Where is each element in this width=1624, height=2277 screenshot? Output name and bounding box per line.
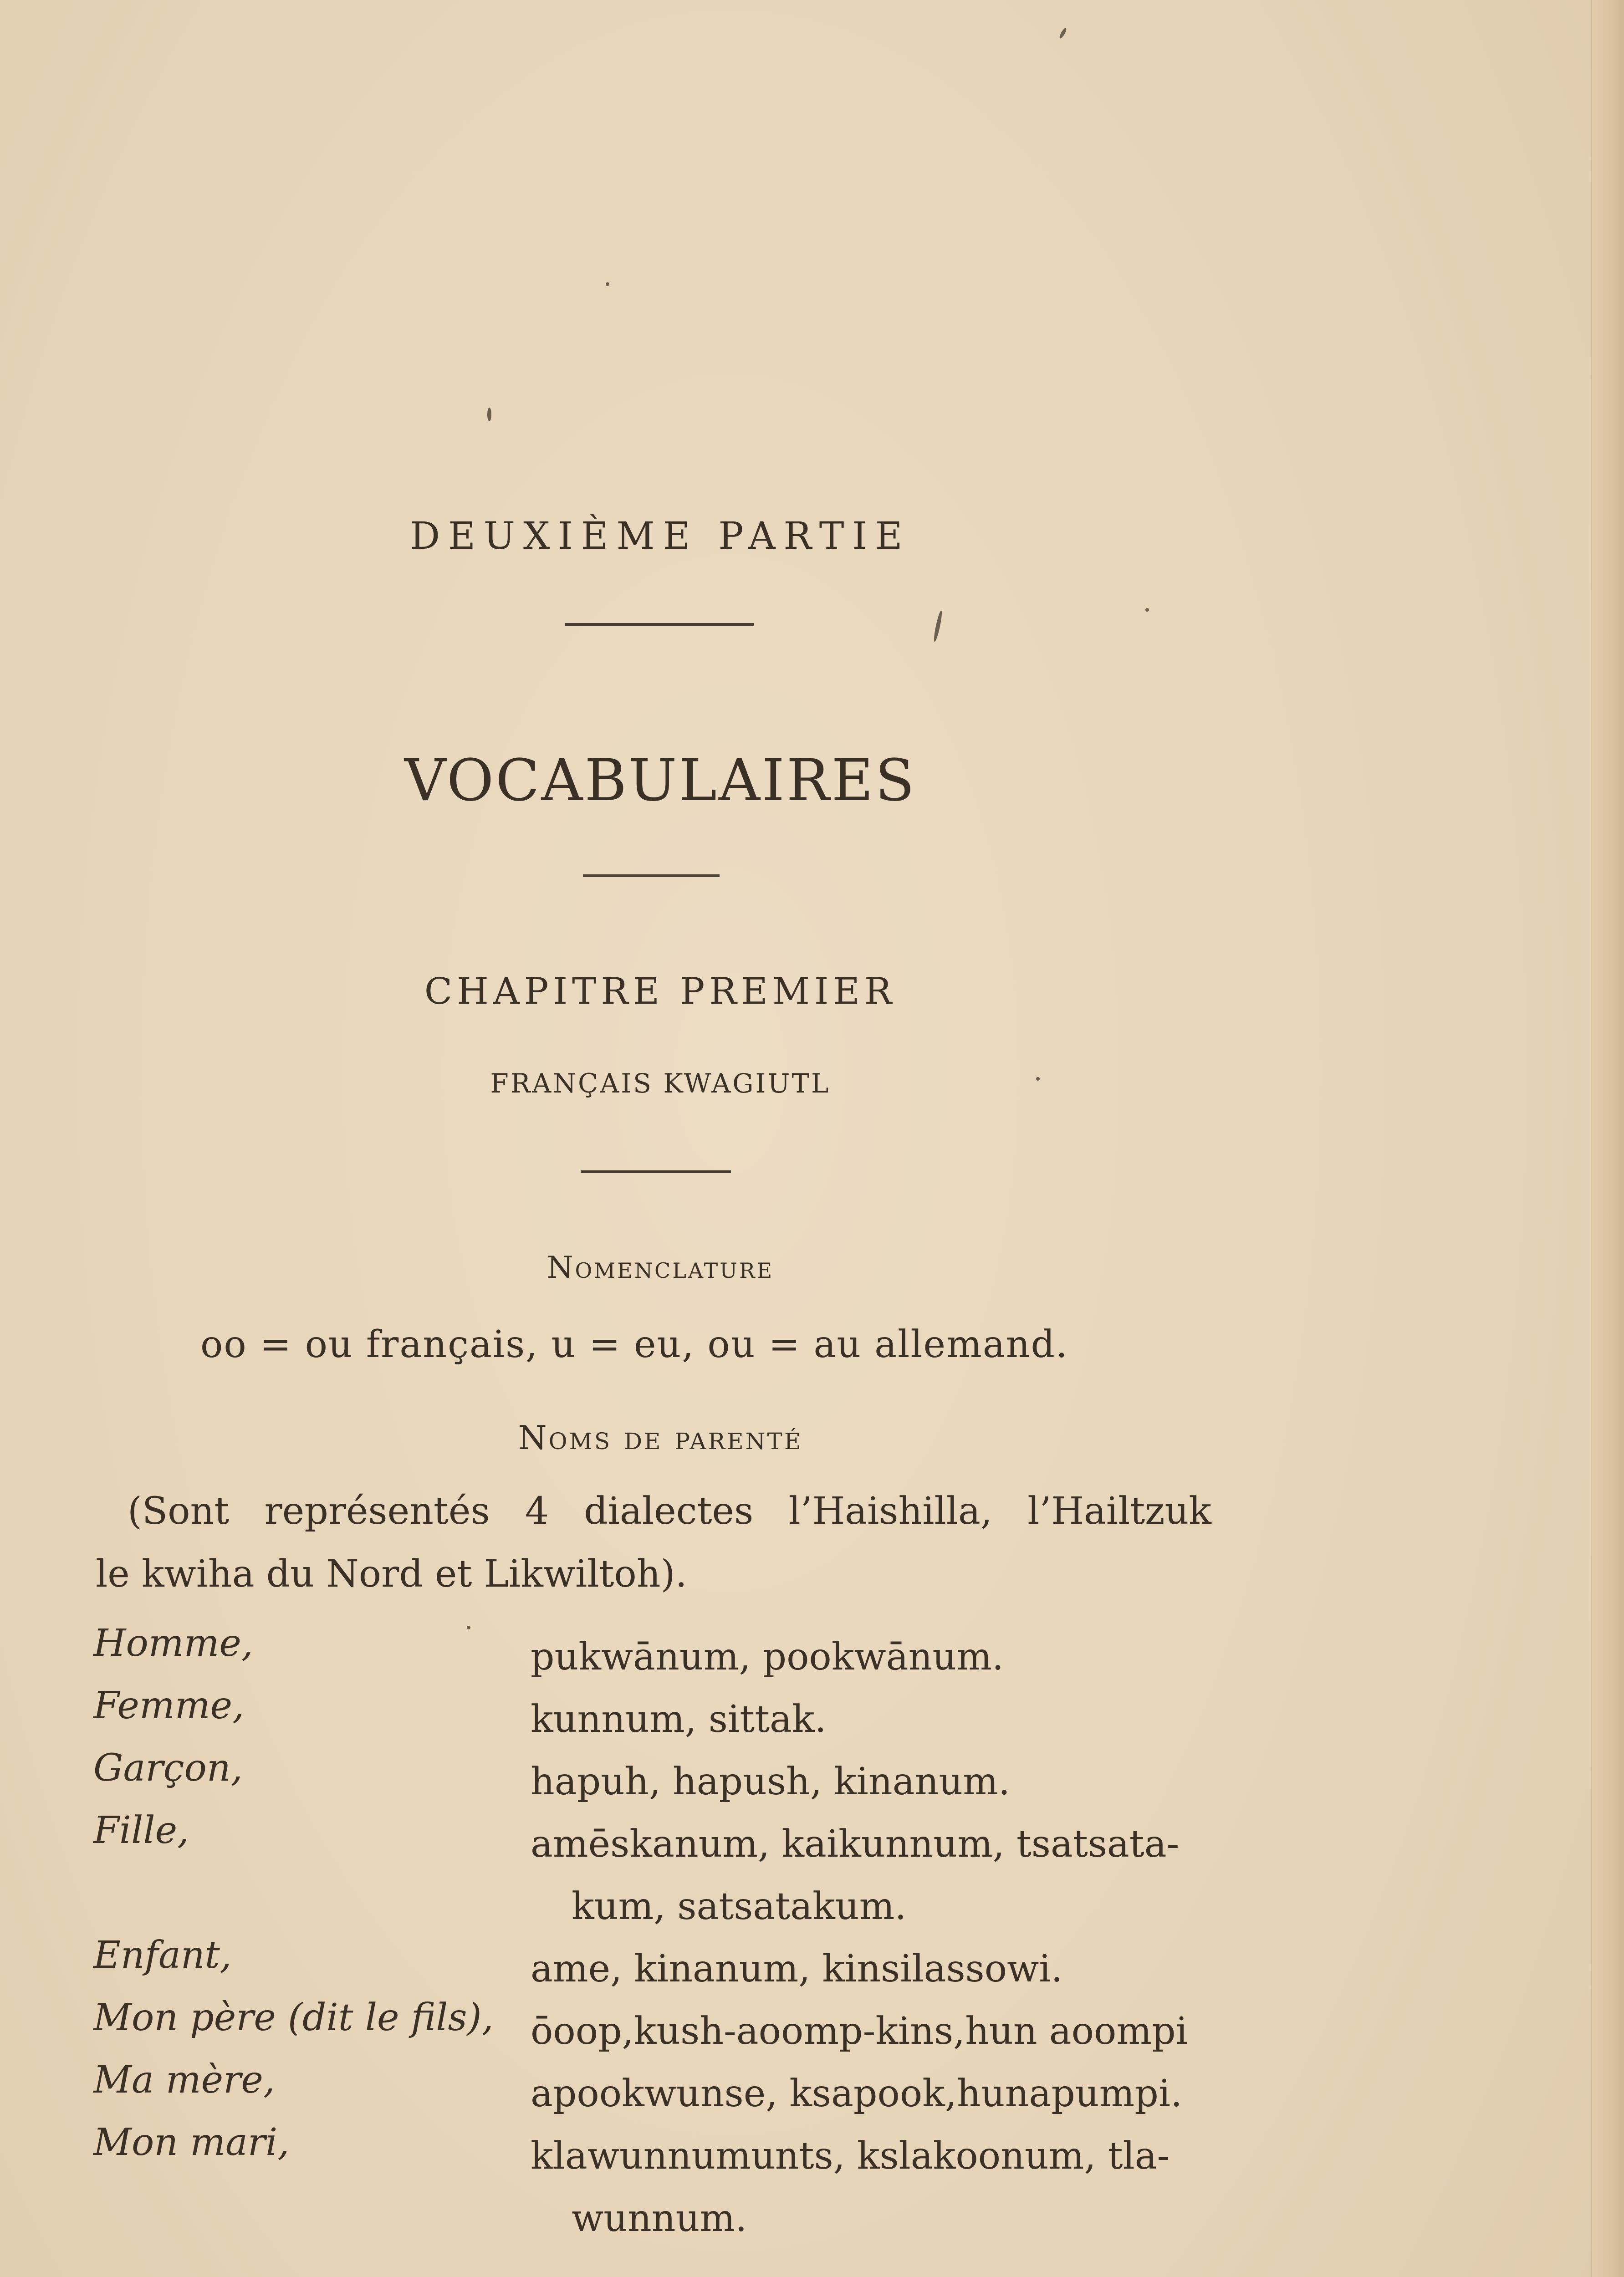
vocabulary-entry <box>93 1684 1223 1751</box>
vocabulary-entry <box>93 2121 1223 2250</box>
paper-speck <box>1036 1077 1040 1081</box>
vocabulary-term: Mon mari, <box>93 2121 290 2164</box>
vocabulary-definition: amēskanum, kaikunnum, tsatsata- <box>531 1823 1180 1866</box>
vocabulary-term: Femme, <box>93 1684 245 1727</box>
part-title: DEUXIÈME PARTIE <box>410 515 911 558</box>
vocabulary-definition: hapuh, hapush, kinanum. <box>531 1760 1011 1803</box>
vocabulary-list <box>93 1622 1223 2250</box>
divider-rule <box>583 874 720 877</box>
section-heading: Noms de parenté <box>518 1419 803 1457</box>
vocabulary-definition: ōoop,kush-aoomp-kins,hun aoompi <box>531 2010 1188 2053</box>
vocabulary-definition: apookwunse, ksapook,hunapumpi. <box>531 2072 1183 2115</box>
vocabulary-definition: ame, kinanum, kinsilassowi. <box>531 1947 1063 1991</box>
paper-speck <box>487 408 491 421</box>
paper-speck <box>933 610 943 642</box>
vocabulary-definition-continuation: kum, satsatakum. <box>572 1885 907 1928</box>
main-title: VOCABULAIRES <box>404 747 916 814</box>
paper-speck <box>467 1626 470 1629</box>
vocabulary-definition-continuation: wunnum. <box>572 2197 747 2240</box>
vocabulary-entry <box>93 1622 1223 1688</box>
chapter-subtitle: FRANÇAIS KWAGIUTL <box>490 1068 831 1099</box>
vocabulary-term: Enfant, <box>93 1934 232 1977</box>
section-intro <box>96 1480 1211 1606</box>
vocabulary-entry <box>93 1746 1223 1813</box>
vocabulary-entry <box>93 1809 1223 1938</box>
vocabulary-term: Ma mère, <box>93 2058 275 2102</box>
vocabulary-definition: kunnum, sittak. <box>531 1698 827 1741</box>
divider-rule <box>581 1170 731 1173</box>
paper-speck <box>606 282 609 286</box>
vocabulary-definition: pukwānum, pookwānum. <box>531 1635 1004 1679</box>
paper-speck <box>1058 27 1067 40</box>
nomenclature-heading: Nomenclature <box>546 1250 774 1285</box>
divider-rule <box>565 623 754 626</box>
vocabulary-definition: klawunnumunts, kslakoonum, tla- <box>531 2134 1170 2178</box>
page-edge-right <box>1591 0 1624 2277</box>
paper-speck <box>1145 608 1149 612</box>
vocabulary-term: Mon père (dit le fils), <box>93 1996 494 2039</box>
nomenclature-text: oo = ou français, u = eu, ou = au allemand. <box>200 1323 1069 1366</box>
vocabulary-term: Homme, <box>93 1622 253 1665</box>
chapter-title: CHAPITRE PREMIER <box>424 970 897 1012</box>
vocabulary-term: Garçon, <box>93 1746 243 1790</box>
vocabulary-term: Fille, <box>93 1809 189 1852</box>
intro-line: (Sont représentés 4 dialectes l’Haishilla, l’Hailtzuk <box>128 1490 1211 1533</box>
intro-line: le kwiha du Nord et Likwiltoh). <box>96 1552 687 1596</box>
